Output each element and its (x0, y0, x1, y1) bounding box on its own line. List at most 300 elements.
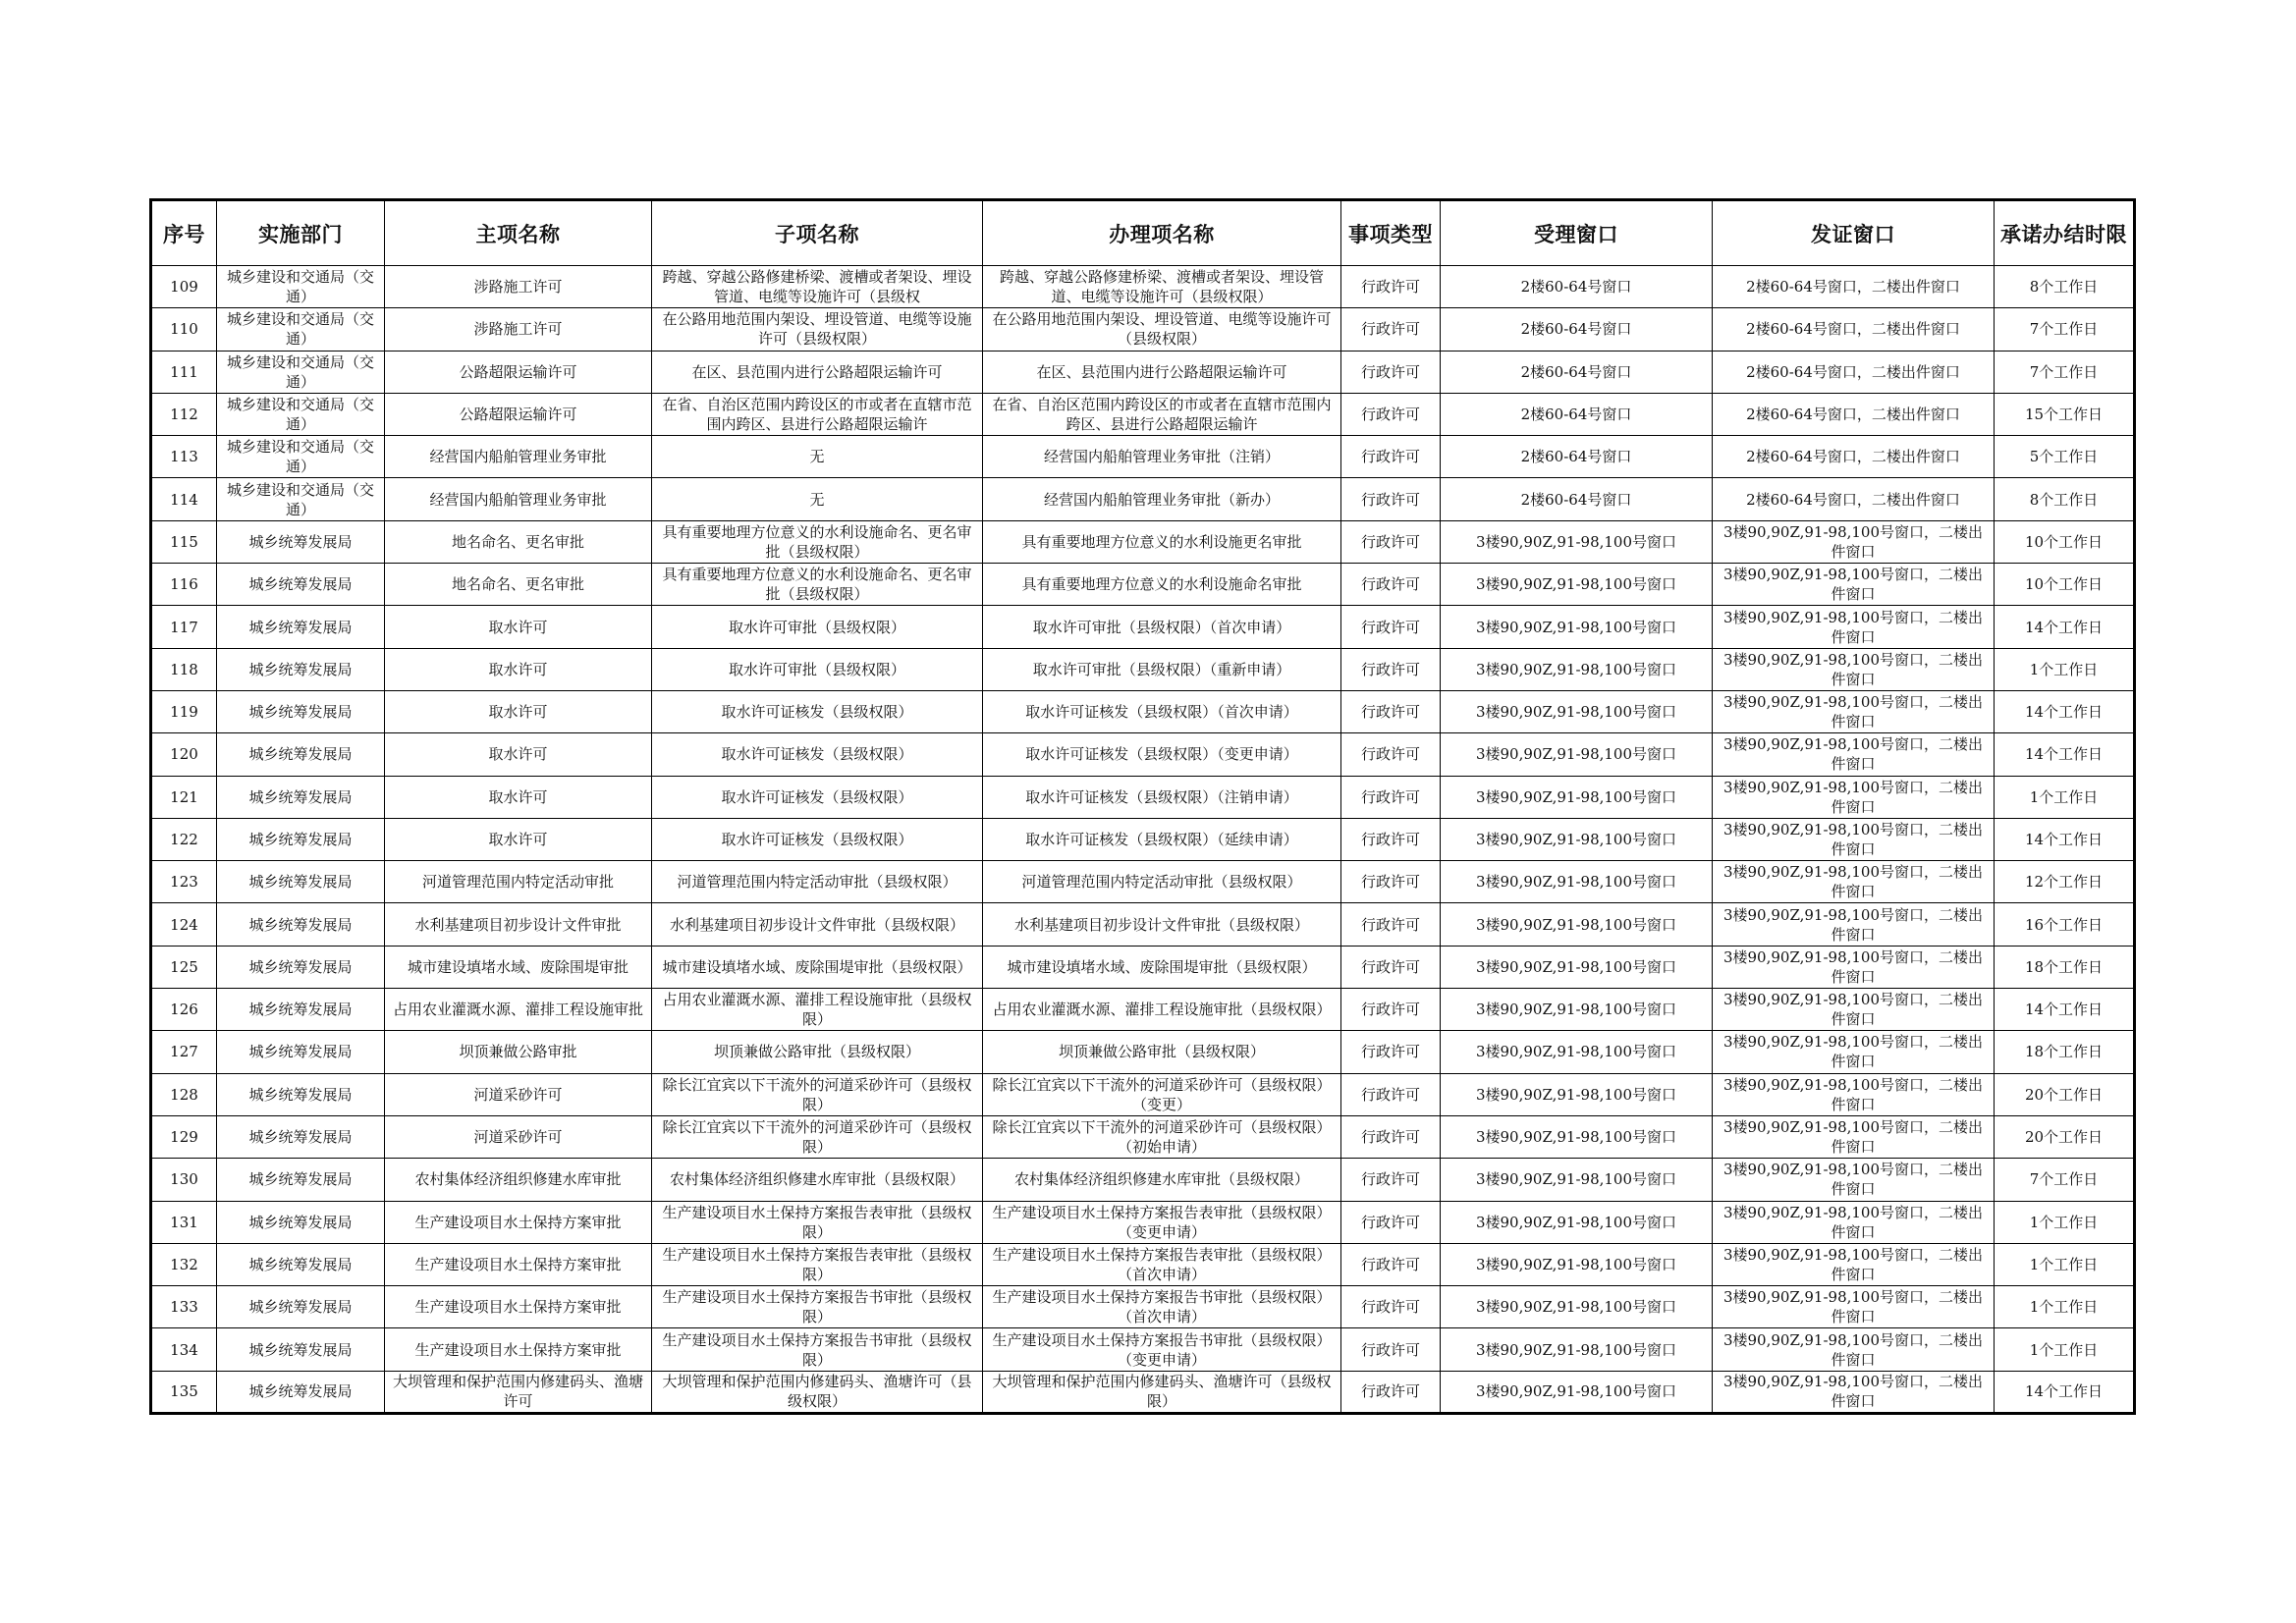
cell-time-limit (1995, 1115, 2135, 1158)
cell-main-item-text: 地名命名、更名审批 (451, 532, 584, 551)
cell-sub-item-text: 取水许可证核发（县级权限） (721, 831, 913, 848)
cell-serial-no-text: 115 (170, 532, 198, 551)
cell-department (217, 308, 385, 351)
cell-issuing-window (1713, 903, 1995, 946)
cell-handling-item-text: 经营国内船舶管理业务审批（新办） (1043, 490, 1280, 509)
cell-department (217, 776, 385, 818)
cell-main-item (385, 818, 652, 860)
cell-time-limit-text: 14个工作日 (2024, 831, 2104, 848)
table-row (151, 861, 2135, 903)
table-row (151, 1201, 2135, 1243)
table-row (151, 818, 2135, 860)
cell-handling-item (983, 1286, 1341, 1328)
cell-handling-item-text: 水利基建项目初步设计文件审批（县级权限） (1013, 915, 1309, 934)
cell-department-text: 城乡建设和交通局（交通） (226, 480, 374, 518)
cell-handling-item (983, 776, 1341, 818)
cell-department-text: 城乡统筹发展局 (248, 915, 353, 934)
cell-time-limit (1995, 1073, 2135, 1115)
cell-issuing-window (1713, 1115, 1995, 1158)
cell-sub-item-text: 跨越、穿越公路修建桥梁、渡槽或者架设、埋设管道、电缆等设施许可（县级权 (662, 268, 972, 306)
cell-department (217, 690, 385, 732)
cell-main-item (385, 1031, 652, 1073)
cell-issuing-window (1713, 776, 1995, 818)
cell-department (217, 946, 385, 988)
cell-acceptance-window-text: 3楼90,90Z,91-98,100号窗口 (1475, 1213, 1677, 1231)
cell-main-item (385, 1371, 652, 1413)
cell-item-type-text: 行政许可 (1360, 1255, 1420, 1273)
cell-main-item (385, 1159, 652, 1201)
cell-main-item-text: 取水许可 (488, 787, 548, 806)
cell-item-type-text: 行政许可 (1360, 1085, 1420, 1104)
cell-department (217, 1243, 385, 1285)
cell-serial-no-text: 130 (170, 1170, 198, 1189)
cell-acceptance-window (1441, 393, 1713, 435)
cell-time-limit (1995, 1371, 2135, 1413)
cell-main-item-text: 河道采砂许可 (473, 1085, 563, 1104)
cell-serial-no (151, 1073, 217, 1115)
cell-time-limit-text: 1个工作日 (2029, 1340, 2099, 1359)
cell-main-item (385, 436, 652, 478)
cell-sub-item-text: 农村集体经济组织修建水库审批（县级权限） (669, 1170, 964, 1189)
cell-department (217, 1201, 385, 1243)
cell-time-limit-text: 20个工作日 (2024, 1085, 2104, 1104)
cell-time-limit-text: 18个工作日 (2024, 1043, 2104, 1061)
cell-issuing-window (1713, 1031, 1995, 1073)
cell-serial-no (151, 436, 217, 478)
header-main-item: 主项名称 (385, 200, 652, 266)
cell-item-type (1341, 776, 1441, 818)
cell-handling-item-text: 农村集体经济组织修建水库审批（县级权限） (1013, 1170, 1309, 1189)
cell-item-type (1341, 989, 1441, 1031)
cell-handling-item (983, 478, 1341, 520)
cell-sub-item (652, 1031, 983, 1073)
cell-serial-no-text: 113 (170, 448, 198, 466)
cell-handling-item-text: 生产建设项目水土保持方案报告表审批（县级权限）（首次申请） (992, 1245, 1332, 1283)
cell-issuing-window (1713, 1159, 1995, 1201)
cell-time-limit (1995, 1201, 2135, 1243)
cell-issuing-window (1713, 861, 1995, 903)
cell-serial-no-text: 123 (170, 873, 198, 892)
cell-department-text: 城乡统筹发展局 (248, 787, 353, 806)
cell-item-type-text: 行政许可 (1360, 1382, 1420, 1401)
cell-department (217, 1073, 385, 1115)
cell-time-limit-text: 14个工作日 (2024, 618, 2104, 636)
cell-handling-item (983, 520, 1341, 563)
cell-sub-item (652, 351, 983, 393)
cell-time-limit-text: 1个工作日 (2029, 787, 2099, 806)
cell-issuing-window-text: 3楼90,90Z,91-98,100号窗口，二楼出件窗口 (1722, 991, 1984, 1029)
cell-handling-item (983, 1201, 1341, 1243)
cell-issuing-window-text: 3楼90,90Z,91-98,100号窗口，二楼出件窗口 (1722, 863, 1984, 901)
table-row (151, 1159, 2135, 1201)
cell-serial-no-text: 112 (170, 406, 198, 424)
cell-item-type-text: 行政许可 (1360, 703, 1420, 722)
cell-time-limit (1995, 351, 2135, 393)
cell-handling-item-text: 取水许可证核发（县级权限）（注销申请） (1025, 787, 1298, 806)
cell-department (217, 861, 385, 903)
cell-main-item-text: 坝顶兼做公路审批 (459, 1043, 577, 1061)
cell-sub-item (652, 436, 983, 478)
cell-time-limit-text: 7个工作日 (2029, 320, 2099, 339)
cell-item-type (1341, 478, 1441, 520)
cell-acceptance-window (1441, 1201, 1713, 1243)
cell-serial-no (151, 308, 217, 351)
cell-item-type (1341, 520, 1441, 563)
cell-time-limit-text: 1个工作日 (2029, 1298, 2099, 1317)
cell-main-item (385, 989, 652, 1031)
cell-main-item-text: 城市建设填堵水域、废除围堤审批 (407, 957, 629, 976)
cell-serial-no (151, 989, 217, 1031)
cell-acceptance-window-text: 3楼90,90Z,91-98,100号窗口 (1475, 660, 1677, 678)
cell-serial-no-text: 135 (170, 1382, 198, 1401)
cell-handling-item (983, 436, 1341, 478)
cell-serial-no-text: 126 (170, 1001, 198, 1019)
cell-time-limit-text: 14个工作日 (2024, 703, 2104, 722)
table-row (151, 478, 2135, 520)
cell-issuing-window (1713, 564, 1995, 606)
cell-acceptance-window (1441, 861, 1713, 903)
cell-handling-item (983, 1371, 1341, 1413)
cell-item-type-text: 行政许可 (1360, 532, 1420, 551)
cell-sub-item (652, 478, 983, 520)
cell-item-type-text: 行政许可 (1360, 406, 1420, 424)
cell-acceptance-window (1441, 1371, 1713, 1413)
cell-serial-no-text: 118 (170, 660, 198, 678)
cell-sub-item (652, 946, 983, 988)
cell-acceptance-window (1441, 1073, 1713, 1115)
table-header (151, 200, 2135, 266)
cell-serial-no (151, 478, 217, 520)
cell-serial-no (151, 818, 217, 860)
cell-handling-item (983, 393, 1341, 435)
cell-issuing-window (1713, 989, 1995, 1031)
cell-department (217, 520, 385, 563)
cell-sub-item (652, 1371, 983, 1413)
cell-main-item (385, 733, 652, 776)
cell-sub-item-text: 取水许可审批（县级权限） (728, 618, 905, 636)
cell-item-type (1341, 648, 1441, 690)
cell-item-type-text: 行政许可 (1360, 490, 1420, 509)
cell-sub-item-text: 占用农业灌溉水源、灌排工程设施审批（县级权限） (662, 991, 972, 1029)
cell-issuing-window (1713, 266, 1995, 308)
cell-issuing-window (1713, 690, 1995, 732)
header-issuing-window: 发证窗口 (1713, 200, 1995, 266)
cell-acceptance-window-text: 3楼90,90Z,91-98,100号窗口 (1475, 703, 1677, 722)
cell-acceptance-window (1441, 1031, 1713, 1073)
cell-serial-no (151, 1328, 217, 1371)
cell-item-type (1341, 266, 1441, 308)
cell-issuing-window (1713, 520, 1995, 563)
cell-department (217, 648, 385, 690)
cell-sub-item-text: 在区、县范围内进行公路超限运输许可 (691, 362, 943, 381)
cell-serial-no-text: 134 (170, 1340, 198, 1359)
cell-department-text: 城乡统筹发展局 (248, 1255, 353, 1273)
cell-item-type (1341, 1115, 1441, 1158)
cell-acceptance-window-text: 3楼90,90Z,91-98,100号窗口 (1475, 618, 1677, 636)
cell-main-item-text: 河道采砂许可 (473, 1128, 563, 1147)
cell-item-type (1341, 861, 1441, 903)
table-row (151, 1286, 2135, 1328)
cell-department-text: 城乡统筹发展局 (248, 1001, 353, 1019)
cell-serial-no (151, 861, 217, 903)
cell-time-limit (1995, 818, 2135, 860)
cell-item-type-text: 行政许可 (1360, 1340, 1420, 1359)
cell-acceptance-window-text: 3楼90,90Z,91-98,100号窗口 (1475, 915, 1677, 934)
cell-acceptance-window-text: 3楼90,90Z,91-98,100号窗口 (1475, 1170, 1677, 1189)
cell-main-item (385, 1115, 652, 1158)
cell-department-text: 城乡统筹发展局 (248, 1170, 353, 1189)
cell-department (217, 1286, 385, 1328)
cell-item-type (1341, 818, 1441, 860)
cell-handling-item-text: 具有重要地理方位意义的水利设施命名审批 (1021, 575, 1302, 594)
cell-item-type (1341, 903, 1441, 946)
cell-department-text: 城乡建设和交通局（交通） (226, 352, 374, 391)
header-sub-item: 子项名称 (652, 200, 983, 266)
cell-handling-item (983, 1115, 1341, 1158)
cell-item-type (1341, 733, 1441, 776)
cell-sub-item (652, 266, 983, 308)
cell-serial-no-text: 125 (170, 957, 198, 976)
cell-department-text: 城乡统筹发展局 (248, 1043, 353, 1061)
cell-issuing-window (1713, 1286, 1995, 1328)
cell-department-text: 城乡统筹发展局 (248, 660, 353, 678)
cell-serial-no-text: 117 (170, 618, 198, 636)
cell-serial-no (151, 1201, 217, 1243)
cell-time-limit (1995, 1159, 2135, 1201)
cell-item-type (1341, 690, 1441, 732)
table-row (151, 946, 2135, 988)
cell-sub-item-text: 水利基建项目初步设计文件审批（县级权限） (669, 915, 964, 934)
cell-serial-no-text: 133 (170, 1298, 198, 1317)
cell-main-item (385, 903, 652, 946)
cell-serial-no-text: 109 (170, 278, 198, 297)
cell-sub-item-text: 除长江宜宾以下干流外的河道采砂许可（县级权限） (662, 1118, 972, 1157)
cell-handling-item-text: 生产建设项目水土保持方案报告书审批（县级权限）（变更申请） (992, 1330, 1332, 1369)
cell-main-item-text: 取水许可 (488, 703, 548, 722)
cell-serial-no-text: 127 (170, 1043, 198, 1061)
cell-acceptance-window-text: 3楼90,90Z,91-98,100号窗口 (1475, 745, 1677, 764)
cell-issuing-window-text: 3楼90,90Z,91-98,100号窗口，二楼出件窗口 (1722, 1330, 1984, 1369)
cell-sub-item (652, 648, 983, 690)
cell-time-limit-text: 18个工作日 (2024, 957, 2104, 976)
cell-time-limit-text: 10个工作日 (2024, 575, 2104, 594)
cell-issuing-window-text: 3楼90,90Z,91-98,100号窗口，二楼出件窗口 (1722, 1203, 1984, 1241)
cell-item-type-text: 行政许可 (1360, 957, 1420, 976)
cell-department-text: 城乡统筹发展局 (248, 1340, 353, 1359)
cell-main-item (385, 564, 652, 606)
cell-handling-item (983, 1328, 1341, 1371)
cell-handling-item-text: 除长江宜宾以下干流外的河道采砂许可（县级权限）（变更） (992, 1075, 1332, 1113)
cell-main-item (385, 1073, 652, 1115)
cell-main-item (385, 308, 652, 351)
table-row (151, 776, 2135, 818)
cell-department-text: 城乡统筹发展局 (248, 745, 353, 764)
cell-main-item-text: 经营国内船舶管理业务审批 (429, 490, 607, 509)
cell-time-limit-text: 7个工作日 (2029, 362, 2099, 381)
cell-handling-item (983, 606, 1341, 648)
cell-item-type-text: 行政许可 (1360, 915, 1420, 934)
cell-serial-no (151, 1031, 217, 1073)
cell-issuing-window (1713, 1328, 1995, 1371)
cell-item-type (1341, 1286, 1441, 1328)
cell-sub-item-text: 具有重要地理方位意义的水利设施命名、更名审批（县级权限） (662, 566, 972, 604)
cell-sub-item-text: 在省、自治区范围内跨设区的市或者在直辖市范围内跨区、县进行公路超限运输许 (662, 396, 972, 434)
cell-sub-item-text: 取水许可证核发（县级权限） (721, 787, 913, 806)
header-handling-item: 办理项名称 (983, 200, 1341, 266)
cell-acceptance-window (1441, 1159, 1713, 1201)
cell-issuing-window-text: 3楼90,90Z,91-98,100号窗口，二楼出件窗口 (1722, 566, 1984, 604)
cell-item-type-text: 行政许可 (1360, 660, 1420, 678)
cell-acceptance-window (1441, 818, 1713, 860)
cell-serial-no (151, 776, 217, 818)
cell-serial-no-text: 124 (170, 915, 198, 934)
table-row (151, 436, 2135, 478)
cell-item-type-text: 行政许可 (1360, 618, 1420, 636)
cell-main-item (385, 946, 652, 988)
table-row (151, 1328, 2135, 1371)
cell-sub-item (652, 1286, 983, 1328)
cell-serial-no (151, 946, 217, 988)
cell-main-item-text: 地名命名、更名审批 (451, 575, 584, 594)
cell-acceptance-window-text: 2楼60-64号窗口 (1520, 278, 1632, 297)
cell-acceptance-window-text: 3楼90,90Z,91-98,100号窗口 (1475, 1128, 1677, 1147)
cell-issuing-window (1713, 351, 1995, 393)
cell-time-limit (1995, 1243, 2135, 1285)
cell-issuing-window (1713, 648, 1995, 690)
cell-serial-no-text: 132 (170, 1255, 198, 1273)
cell-acceptance-window-text: 3楼90,90Z,91-98,100号窗口 (1475, 1298, 1677, 1317)
header-row (151, 200, 2135, 266)
cell-issuing-window-text: 3楼90,90Z,91-98,100号窗口，二楼出件窗口 (1722, 1373, 1984, 1411)
cell-time-limit (1995, 436, 2135, 478)
cell-sub-item-text: 生产建设项目水土保持方案报告表审批（县级权限） (662, 1203, 972, 1241)
cell-serial-no-text: 128 (170, 1085, 198, 1104)
header-item-type: 事项类型 (1341, 200, 1441, 266)
cell-department (217, 478, 385, 520)
cell-acceptance-window-text: 3楼90,90Z,91-98,100号窗口 (1475, 1001, 1677, 1019)
cell-acceptance-window (1441, 1286, 1713, 1328)
cell-department-text: 城乡统筹发展局 (248, 873, 353, 892)
header-department: 实施部门 (217, 200, 385, 266)
cell-item-type-text: 行政许可 (1360, 1298, 1420, 1317)
cell-item-type (1341, 351, 1441, 393)
cell-acceptance-window-text: 2楼60-64号窗口 (1520, 320, 1632, 339)
cell-serial-no-text: 120 (170, 745, 198, 764)
cell-handling-item-text: 除长江宜宾以下干流外的河道采砂许可（县级权限）（初始申请） (992, 1118, 1332, 1157)
cell-serial-no-text: 114 (170, 490, 198, 509)
cell-serial-no-text: 119 (170, 703, 198, 722)
cell-time-limit-text: 14个工作日 (2024, 1382, 2104, 1401)
cell-handling-item-text: 在区、县范围内进行公路超限运输许可 (1036, 362, 1287, 381)
cell-handling-item-text: 坝顶兼做公路审批（县级权限） (1058, 1043, 1265, 1061)
cell-handling-item-text: 生产建设项目水土保持方案报告书审批（县级权限）（首次申请） (992, 1288, 1332, 1326)
cell-department-text: 城乡统筹发展局 (248, 618, 353, 636)
cell-serial-no (151, 903, 217, 946)
cell-time-limit-text: 7个工作日 (2029, 1170, 2099, 1189)
cell-main-item-text: 河道管理范围内特定活动审批 (421, 873, 614, 892)
cell-acceptance-window (1441, 733, 1713, 776)
table-body (151, 266, 2135, 1414)
cell-issuing-window-text: 2楼60-64号窗口，二楼出件窗口 (1746, 320, 1960, 339)
cell-main-item-text: 水利基建项目初步设计文件审批 (414, 915, 622, 934)
cell-sub-item (652, 606, 983, 648)
cell-issuing-window (1713, 1201, 1995, 1243)
cell-handling-item-text: 生产建设项目水土保持方案报告表审批（县级权限）（变更申请） (992, 1203, 1332, 1241)
cell-serial-no-text: 131 (170, 1213, 198, 1231)
cell-item-type (1341, 1328, 1441, 1371)
cell-main-item-text: 农村集体经济组织修建水库审批 (414, 1170, 622, 1189)
cell-issuing-window-text: 3楼90,90Z,91-98,100号窗口，二楼出件窗口 (1722, 1245, 1984, 1283)
cell-handling-item-text: 取水许可审批（县级权限）（重新申请） (1032, 660, 1291, 678)
cell-serial-no-text: 121 (170, 787, 198, 806)
cell-issuing-window-text: 3楼90,90Z,91-98,100号窗口，二楼出件窗口 (1722, 650, 1984, 688)
cell-main-item-text: 生产建设项目水土保持方案审批 (414, 1255, 622, 1273)
cell-time-limit (1995, 1328, 2135, 1371)
cell-item-type-text: 行政许可 (1360, 1213, 1420, 1231)
cell-handling-item-text: 城市建设填堵水域、废除围堤审批（县级权限） (1007, 957, 1317, 976)
cell-item-type-text: 行政许可 (1360, 873, 1420, 892)
cell-acceptance-window (1441, 436, 1713, 478)
cell-sub-item (652, 1073, 983, 1115)
cell-time-limit (1995, 606, 2135, 648)
cell-handling-item (983, 818, 1341, 860)
cell-time-limit-text: 14个工作日 (2024, 745, 2104, 764)
cell-issuing-window-text: 2楼60-64号窗口，二楼出件窗口 (1746, 490, 1960, 509)
cell-handling-item-text: 在省、自治区范围内跨设区的市或者在直辖市范围内跨区、县进行公路超限运输许 (992, 396, 1332, 434)
cell-issuing-window (1713, 818, 1995, 860)
table-row (151, 1073, 2135, 1115)
cell-issuing-window (1713, 436, 1995, 478)
cell-serial-no (151, 393, 217, 435)
cell-item-type (1341, 1243, 1441, 1285)
cell-acceptance-window-text: 3楼90,90Z,91-98,100号窗口 (1475, 1255, 1677, 1273)
cell-issuing-window-text: 3楼90,90Z,91-98,100号窗口，二楼出件窗口 (1722, 947, 1984, 986)
cell-acceptance-window (1441, 946, 1713, 988)
cell-handling-item (983, 1073, 1341, 1115)
cell-time-limit (1995, 1031, 2135, 1073)
cell-issuing-window (1713, 606, 1995, 648)
header-acceptance-window: 受理窗口 (1441, 200, 1713, 266)
cell-acceptance-window (1441, 606, 1713, 648)
cell-department (217, 564, 385, 606)
cell-issuing-window-text: 3楼90,90Z,91-98,100号窗口，二楼出件窗口 (1722, 1033, 1984, 1071)
cell-item-type-text: 行政许可 (1360, 448, 1420, 466)
cell-sub-item (652, 1328, 983, 1371)
table-row (151, 606, 2135, 648)
cell-sub-item (652, 564, 983, 606)
cell-serial-no-text: 116 (170, 575, 198, 594)
cell-sub-item-text: 具有重要地理方位意义的水利设施命名、更名审批（县级权限） (662, 522, 972, 561)
cell-sub-item-text: 生产建设项目水土保持方案报告表审批（县级权限） (662, 1245, 972, 1283)
table-row (151, 690, 2135, 732)
cell-main-item-text: 占用农业灌溉水源、灌排工程设施审批 (392, 1001, 643, 1019)
cell-department-text: 城乡统筹发展局 (248, 1213, 353, 1231)
cell-main-item (385, 351, 652, 393)
cell-handling-item-text: 取水许可审批（县级权限）（首次申请） (1032, 618, 1291, 636)
cell-sub-item-text: 取水许可审批（县级权限） (728, 660, 905, 678)
cell-main-item (385, 1201, 652, 1243)
cell-issuing-window-text: 3楼90,90Z,91-98,100号窗口，二楼出件窗口 (1722, 821, 1984, 858)
cell-issuing-window (1713, 733, 1995, 776)
cell-main-item (385, 776, 652, 818)
cell-department-text: 城乡统筹发展局 (248, 1085, 353, 1104)
cell-acceptance-window-text: 3楼90,90Z,91-98,100号窗口 (1475, 1043, 1677, 1061)
cell-main-item-text: 涉路施工许可 (473, 278, 563, 297)
cell-acceptance-window (1441, 478, 1713, 520)
cell-sub-item (652, 393, 983, 435)
cell-main-item-text: 经营国内船舶管理业务审批 (429, 448, 607, 466)
cell-handling-item (983, 648, 1341, 690)
